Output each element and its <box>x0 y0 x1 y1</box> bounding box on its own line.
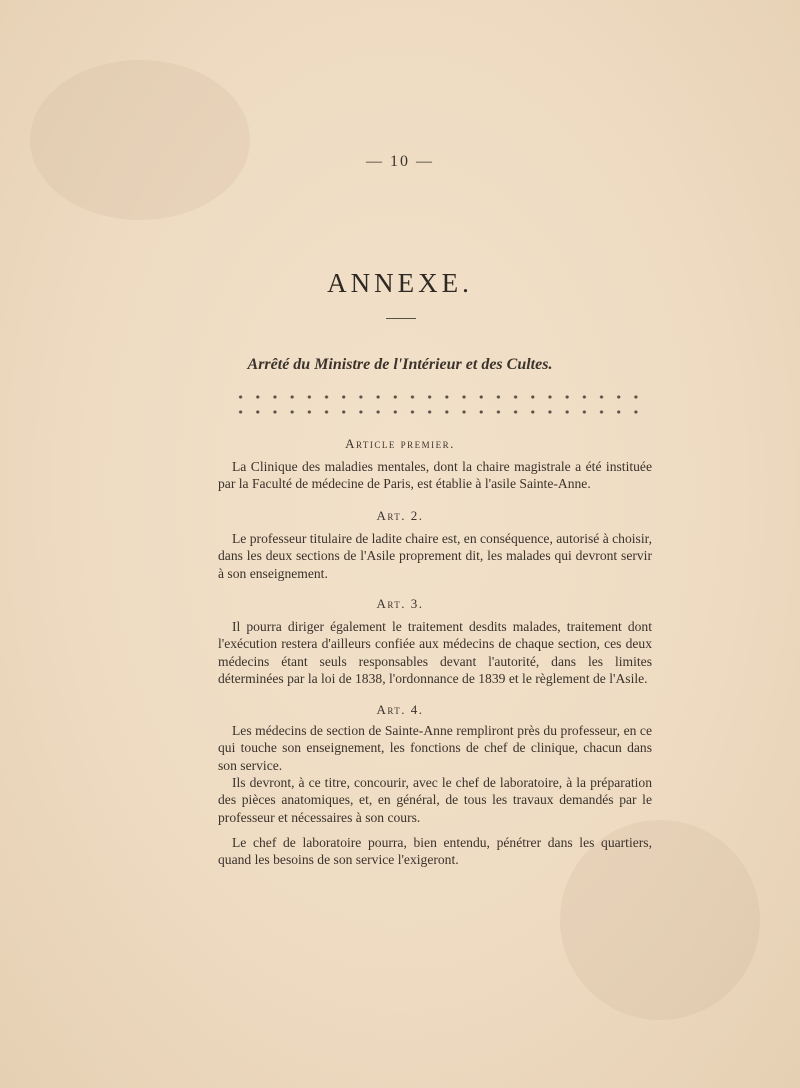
article-3-paragraph: Il pourra diriger également le traitement desdits malades, traitement dont l'exécution restera d'ailleurs confiée aux médecins de chaque section, ces deux médecins étant seuls responsables devant l'autorité, dans les limites déterminées par la loi de 1838, l'ordonnance de 1839 et le règlement de l'Asile. <box>218 619 652 687</box>
decree-subtitle: Arrêté du Ministre de l'Intérieur et des Cultes. <box>247 356 553 373</box>
annex-title: ANNEXE. <box>327 268 473 298</box>
article-heading-2: Art. 2. <box>376 508 424 523</box>
article-heading-3: Art. 3. <box>376 596 424 611</box>
ellipsis-dots-row <box>232 409 644 415</box>
article-4-paragraph-3: Le chef de laboratoire pourra, bien entendu, pénétrer dans les quartiers, quand les besoins de son service l'exigeront. <box>218 835 652 868</box>
article-2-paragraph: Le professeur titulaire de ladite chaire est, en conséquence, autorisé à choisir, dans les deux sections de l'Asile proprement dit, les malades qui devront servir à son enseignement. <box>218 531 652 581</box>
paper-stain <box>30 60 250 220</box>
page-number: — 10 — <box>366 153 434 170</box>
ellipsis-dots-row <box>232 394 644 400</box>
article-4-paragraph-1: Les médecins de section de Sainte-Anne rempliront près du professeur, en ce qui touche son enseignement, les fonctions de chef de clinique, chacun dans son service. <box>218 723 652 773</box>
article-1-paragraph: La Clinique des maladies mentales, dont la chaire magistrale a été instituée par la Faculté de médecine de Paris, est établie à l'asile Sainte-Anne. <box>218 459 652 492</box>
article-4-paragraph-2: Ils devront, à ce titre, concourir, avec le chef de laboratoire, à la préparation des pièces anatomiques, et, en général, de tous les travaux demandés par le professeur et nécessaires à son cours. <box>218 775 652 825</box>
title-underline <box>386 318 416 319</box>
article-heading-4: Art. 4. <box>376 702 424 717</box>
article-heading-1: Article premier. <box>345 436 455 451</box>
